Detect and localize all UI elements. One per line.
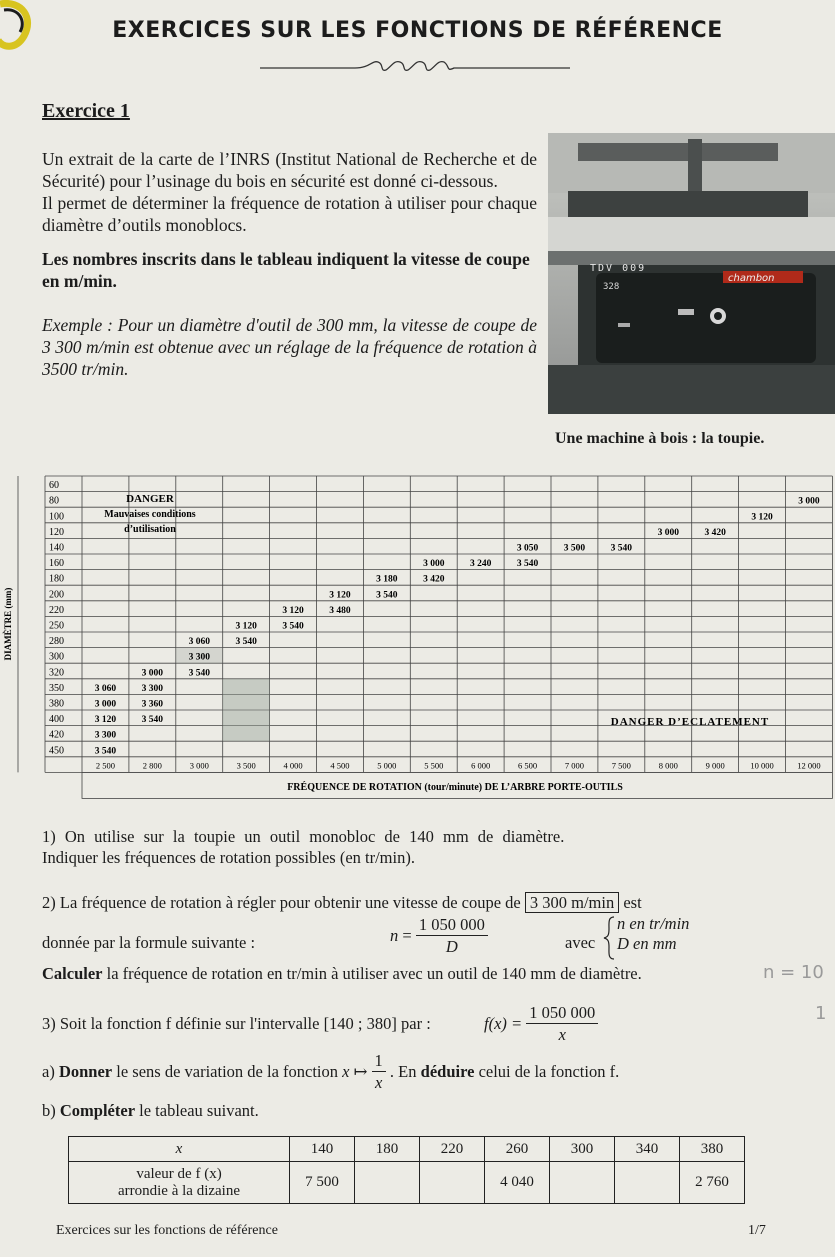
danger-label: DANGER — [126, 493, 174, 505]
speed-value: 3 120 — [751, 512, 773, 523]
x-value: 180 — [355, 1137, 420, 1162]
handwritten-note-1: n = 10 — [763, 962, 824, 983]
photo-caption: Une machine à bois : la toupie. — [555, 430, 765, 447]
speed-value: 3 540 — [282, 621, 304, 632]
formula-cond-n: n en tr/min — [617, 914, 690, 933]
page-title: EXERCICES SUR LES FONCTIONS DE RÉFÉRENCE — [112, 18, 723, 43]
diameter-label: 120 — [49, 526, 64, 538]
diameter-label: 350 — [49, 682, 64, 694]
fx-value-cell[interactable]: 7 500 — [290, 1162, 355, 1204]
qb-prefix: b) — [42, 1101, 56, 1120]
exercise-title: Exercice 1 — [42, 100, 130, 122]
qa-denominator: x — [375, 1073, 383, 1092]
values-table-header-row — [69, 1137, 745, 1162]
fx-value-cell[interactable] — [550, 1162, 615, 1204]
speed-value: 3 300 — [94, 730, 117, 741]
formula-cond-d: D en mm — [617, 934, 677, 953]
frequency-label: 4 000 — [283, 760, 303, 771]
speed-value: 3 420 — [423, 574, 445, 585]
y-axis-label: DIAMÈTRE (mm) — [3, 587, 13, 661]
speed-value: 3 120 — [235, 621, 257, 632]
speed-value: 3 000 — [423, 559, 445, 570]
frequency-label: 3 500 — [236, 760, 256, 771]
x-value: 140 — [290, 1137, 355, 1162]
x-axis-label: FRÉQUENCE DE ROTATION (tour/minute) DE L’ARBRE PORTE-OUTILS — [287, 782, 623, 793]
values-table — [68, 1136, 745, 1204]
qb-text: le tableau suivant. — [139, 1101, 259, 1120]
diameter-label: 450 — [49, 745, 64, 757]
diameter-label: 300 — [49, 651, 64, 663]
calc-bold: Calculer — [42, 964, 103, 983]
diameter-label: 250 — [49, 620, 64, 632]
speed-value: 3 540 — [188, 668, 210, 679]
question-3a — [42, 1050, 619, 1093]
question-2-formula-intro: donnée par la formule suivante : — [42, 933, 256, 952]
formula-conditions — [617, 914, 689, 954]
qa-end1: . En — [389, 1062, 417, 1081]
title-flourish — [260, 54, 570, 80]
question-1-line2: Indiquer les fréquences de rotation possibles (en tr/min). — [42, 848, 415, 867]
formula-denominator: D — [445, 937, 458, 956]
fx-numerator: 1 050 000 — [526, 1002, 598, 1024]
question-1 — [42, 826, 792, 868]
speed-value: 3 300 — [141, 683, 164, 694]
inrs-chart — [0, 474, 835, 804]
question-2-line1 — [42, 892, 802, 913]
danger-explosion-label: DANGER D’ECLATEMENT — [610, 716, 770, 728]
question-3b — [42, 1100, 259, 1121]
speed-value: 3 540 — [94, 746, 117, 757]
qa-numerator: 1 — [374, 1051, 383, 1070]
formula-avec: avec — [565, 933, 596, 952]
speed-value: 3 120 — [94, 715, 117, 726]
intro-example: Exemple : Pour un diamètre d'outil de 300 mm, la vitesse de coupe de 3 300 m/min est obtenue avec un réglage de la fréquence de rotation à 3500 tr/min. — [42, 315, 537, 379]
fx-label: f(x) = — [484, 1014, 523, 1033]
handwritten-note-2: 1 — [815, 1003, 827, 1024]
formula-n-symbol: n — [390, 926, 399, 945]
speed-value: 3 540 — [376, 590, 398, 601]
photo-number: 328 — [603, 282, 620, 292]
formula-equals: = — [402, 926, 412, 945]
question-3-formula — [484, 1002, 598, 1045]
diameter-label: 60 — [49, 480, 59, 492]
frequency-label: 10 000 — [750, 760, 774, 771]
speed-value: 3 360 — [141, 699, 164, 710]
diameter-labels — [49, 480, 64, 756]
qa-end2: celui de la fonction f. — [478, 1062, 620, 1081]
speed-value: 3 180 — [376, 574, 398, 585]
speed-value: 3 420 — [704, 527, 726, 538]
intro-paragraph-1: Un extrait de la carte de l’INRS (Institut National de Recherche et de Sécurité) pour l’usinage du bois en sécurité est donné ci-dessous. — [42, 149, 537, 191]
x-value: 340 — [615, 1137, 680, 1162]
speed-value: 3 060 — [94, 683, 117, 694]
formula-n — [390, 914, 488, 957]
diameter-label: 220 — [49, 604, 64, 616]
diameter-label: 280 — [49, 636, 64, 648]
speed-value: 3 000 — [657, 527, 679, 538]
diameter-label: 160 — [49, 558, 64, 570]
frequency-label: 6 000 — [471, 760, 491, 771]
frequency-label: 3 000 — [189, 760, 209, 771]
speed-value: 3 120 — [329, 590, 351, 601]
speed-value: 3 300 — [188, 652, 210, 663]
frequency-label: 4 500 — [330, 760, 350, 771]
frequency-labels — [96, 760, 821, 770]
diameter-label: 200 — [49, 589, 64, 601]
speed-value: 3 050 — [516, 543, 539, 554]
speed-value: 3 540 — [141, 715, 164, 726]
qa-map: x ↦ — [342, 1062, 368, 1081]
qa-bold-2: déduire — [420, 1062, 475, 1081]
x-value: 300 — [550, 1137, 615, 1162]
frequency-label: 5 000 — [377, 760, 397, 771]
x-value: 260 — [485, 1137, 550, 1162]
footer-text: Exercices sur les fonctions de référence — [56, 1223, 278, 1238]
speed-value: 3 480 — [329, 605, 351, 616]
x-value: 380 — [680, 1137, 745, 1162]
page-number: 1/7 — [748, 1223, 766, 1238]
speed-value: 3 240 — [469, 559, 492, 570]
question-2-boxed-value: 3 300 m/min — [525, 892, 619, 913]
qa-bold: Donner — [58, 1062, 113, 1081]
machine-photo — [548, 133, 835, 414]
diameter-label: 180 — [49, 573, 64, 585]
speed-value: 3 540 — [610, 543, 633, 554]
question-2-calc — [42, 963, 642, 984]
speed-value: 3 000 — [94, 699, 117, 710]
frequency-label: 2 800 — [142, 760, 162, 771]
photo-model: TDV 009 — [590, 263, 647, 274]
calc-text: la fréquence de rotation en tr/min à utiliser avec un outil de 140 mm de diamètre. — [106, 964, 642, 983]
danger-subtitle-2: d’utilisation — [124, 524, 176, 535]
formula-numerator: 1 050 000 — [416, 914, 488, 936]
values-table-fx-label — [69, 1162, 290, 1204]
frequency-label: 5 500 — [424, 760, 444, 771]
diameter-label: 80 — [49, 495, 59, 507]
speed-value: 3 540 — [235, 637, 257, 648]
fx-row-label-1: valeur de f (x) — [136, 1165, 222, 1182]
x-value: 220 — [420, 1137, 485, 1162]
fx-row-label-2: arrondie à la dizaine — [117, 1182, 240, 1199]
fx-value-cell[interactable] — [615, 1162, 680, 1204]
intro-text — [42, 148, 537, 380]
danger-subtitle-1: Mauvaises conditions — [104, 509, 196, 520]
speed-value: 3 500 — [563, 543, 586, 554]
qa-text: le sens de variation de la fonction — [116, 1062, 339, 1081]
diameter-label: 140 — [49, 542, 64, 554]
speed-value: 3 060 — [188, 637, 210, 648]
question-3: 3) Soit la fonction f définie sur l'intervalle [140 ; 380] par : — [42, 1014, 431, 1033]
fx-denominator: x — [558, 1025, 566, 1044]
diameter-label: 420 — [49, 729, 64, 741]
frequency-label: 7 500 — [611, 760, 631, 771]
frequency-label: 7 000 — [564, 760, 585, 771]
question-2-est: est — [623, 893, 642, 912]
speed-value: 3 000 — [798, 496, 820, 507]
frequency-label: 6 500 — [517, 760, 538, 771]
fx-value-cell[interactable]: 4 040 — [485, 1162, 550, 1204]
brace-icon — [602, 915, 616, 961]
diameter-label: 100 — [49, 511, 64, 523]
shaded-cell — [223, 679, 270, 741]
frequency-label: 9 000 — [705, 760, 725, 771]
intro-bold: Les nombres inscrits dans le tableau indiquent la vitesse de coupe en m/min. — [42, 249, 530, 291]
speed-value: 3 540 — [516, 559, 539, 570]
speed-value: 3 120 — [282, 605, 304, 616]
frequency-label: 2 500 — [95, 760, 116, 771]
frequency-label: 8 000 — [658, 760, 678, 771]
fx-value-cell[interactable] — [355, 1162, 420, 1204]
speed-value: 3 000 — [141, 668, 164, 679]
diameter-label: 400 — [49, 714, 64, 726]
fx-value-cell[interactable]: 2 760 — [680, 1162, 745, 1204]
qa-prefix: a) — [42, 1062, 55, 1081]
values-table-x-label: x — [69, 1137, 290, 1162]
frequency-label: 12 000 — [797, 760, 821, 771]
diameter-label: 320 — [49, 667, 64, 679]
question-1-line1: 1) On utilise sur la toupie un outil monobloc de 140 mm de diamètre. — [42, 827, 565, 846]
diameter-label: 380 — [49, 698, 64, 710]
values-table-fx-row — [69, 1162, 745, 1204]
fx-value-cell[interactable] — [420, 1162, 485, 1204]
qb-bold: Compléter — [59, 1101, 136, 1120]
intro-paragraph-2: Il permet de déterminer la fréquence de rotation à utiliser pour chaque diamètre d’outils monoblocs. — [42, 193, 537, 235]
question-2-text: 2) La fréquence de rotation à régler pour obtenir une vitesse de coupe de — [42, 893, 521, 912]
photo-brand: chambon — [728, 273, 775, 284]
